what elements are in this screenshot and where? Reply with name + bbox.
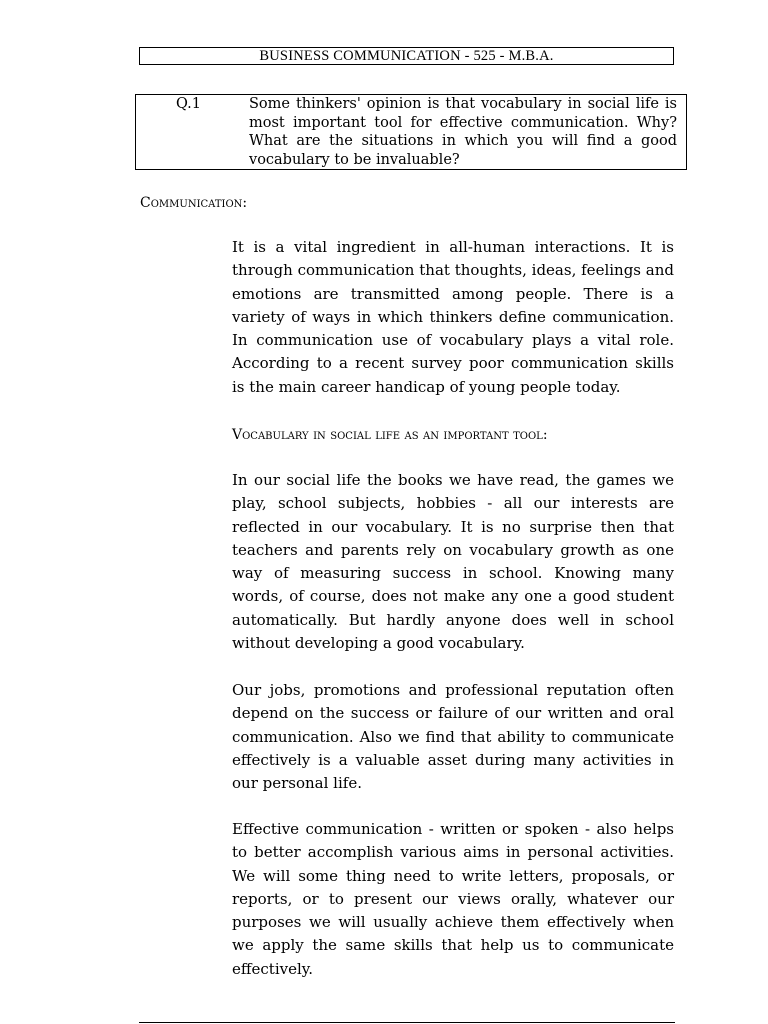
- section-heading-vocabulary: Vocabulary in social life as an important tool:: [232, 427, 548, 443]
- section-heading-communication: Communication:: [140, 195, 248, 211]
- paragraph-communication-intro: It is a vital ingredient in all-human interactions. It is through communication that thoughts, ideas, feelings and emotions are transmitted among people. There is a variety of ways in which thinkers define communication. In communication use of vocabulary plays a vital role. According to a recent survey poor communication skills is the main career handicap of young people today.: [232, 238, 674, 396]
- document-title: BUSINESS COMMUNICATION - 525 - M.B.A.: [259, 48, 554, 64]
- footer-rule: [139, 1022, 675, 1023]
- paragraph-jobs: Our jobs, promotions and professional reputation often depend on the success or failure of our written and oral communication. Also we find that ability to communicate effectively is a valuable asset during many activities in our personal life.: [232, 681, 674, 793]
- paragraph-effective-communication: Effective communication - written or spoken - also helps to better accomplish various aims in personal activities. We will some thing need to write letters, proposals, or reports, or to present our views orally, whatever our purposes we will usually achieve them effectively when we apply the same skills that help us to communicate effectively.: [232, 820, 674, 978]
- question-box: [135, 94, 687, 170]
- question-text: Some thinkers' opinion is that vocabulary in social life is most important tool for effective communication. Why? What are the situations in which you will find a good vocabulary to be invaluable?: [249, 96, 677, 168]
- question-number: Q.1: [176, 96, 201, 112]
- paragraph-social-life: In our social life the books we have read, the games we play, school subjects, hobbies - all our interests are reflected in our vocabulary. It is no surprise then that teachers and parents rely on vocabulary growth as one way of measuring success in school. Knowing many words, of course, does not make any one a good student automatically. But hardly anyone does well in school without developing a good vocabulary.: [232, 471, 674, 653]
- document-header: [139, 47, 674, 65]
